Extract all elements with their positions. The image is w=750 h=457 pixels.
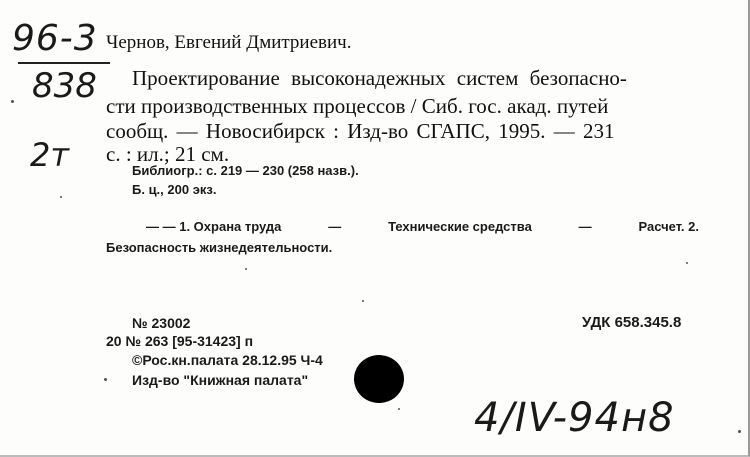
price-run-note: Б. ц., 200 экз. — [132, 182, 217, 197]
subject-dash-1: — — [328, 219, 342, 234]
title-line-1: Проектирование высоконадежных систем безопасно- — [132, 66, 627, 90]
scan-speck — [245, 268, 247, 270]
call-number-bottom: 838 — [32, 66, 97, 106]
call-number-divider — [18, 62, 110, 64]
copyright-line: ©Рос.кн.палата 28.12.95 Ч-4 — [132, 352, 323, 368]
publisher-line: Изд-во "Книжная палата" — [132, 372, 309, 388]
punched-hole — [354, 355, 404, 403]
subject-part-1: — — 1. Охрана труда — [146, 219, 282, 234]
subject-part-3: Расчет. 2. — [638, 219, 699, 234]
title-line-2: сти производственных процессов / Сиб. гос. акад. путей — [106, 94, 609, 118]
scan-speck — [362, 300, 364, 302]
handwritten-shelf-mark: 4/IV-94н8 — [474, 395, 675, 441]
scan-speck — [738, 430, 741, 433]
author-heading: Чернов, Евгений Дмитриевич. — [106, 32, 352, 53]
order-number: 20 № 263 [95-31423] п — [106, 333, 254, 349]
call-number-top: 96-3 — [12, 18, 98, 59]
udk-code: УДК 658.345.8 — [582, 314, 682, 331]
subject-headings-line-1 — [146, 219, 699, 234]
scan-speck — [11, 100, 14, 103]
title-line-3: сообщ. — Новосибирск : Изд-во СГАПС, 1995. — 231 — [106, 119, 615, 143]
card-number: № 23002 — [132, 315, 191, 331]
title-line-4: с. : ил.; 21 см. — [106, 142, 230, 166]
bibliography-note: Библиогр.: с. 219 — 230 (258 назв.). — [132, 163, 359, 178]
margin-mark: 2т — [30, 136, 69, 174]
subject-dash-2: — — [578, 219, 592, 234]
subject-headings-line-2: Безопасность жизнедеятельности. — [106, 240, 333, 255]
scan-speck — [398, 408, 400, 410]
scan-speck — [686, 262, 688, 264]
scan-speck — [104, 378, 107, 381]
subject-part-2: Технические средства — [388, 219, 532, 234]
scan-speck — [60, 196, 62, 198]
